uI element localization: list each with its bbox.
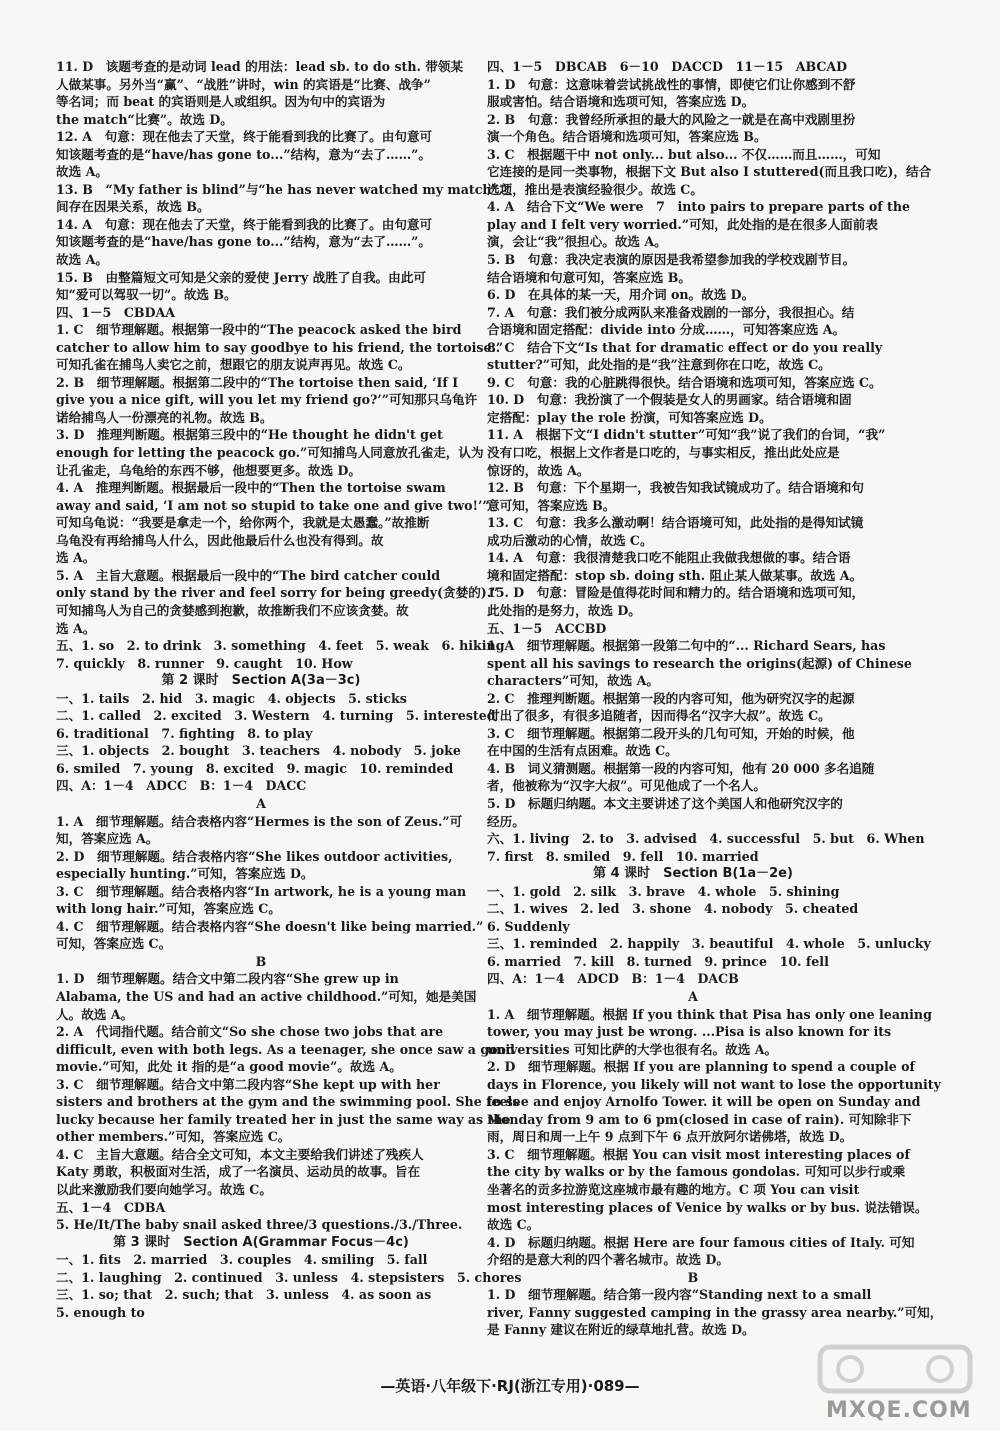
answer-line: stutter?”可知，此处指的是“我”注意到你在口吃，故选 C。	[487, 357, 831, 373]
answer-line: 知，答案应选 A。	[56, 831, 159, 847]
answer-line: 惊讶的，故选 A。	[487, 462, 590, 478]
answer-line: 4. A 推理判断题。根据最后一段中的“Then the tortoise swam	[56, 480, 446, 496]
answer-line: 以此来激励我们要向她学习。故选 C。	[56, 1182, 272, 1197]
answer-line: 合语境和固定搭配：divide into 分成……，可知答案应选 A。	[487, 322, 846, 338]
answer-line: 四、A：1－4 ADCC B：1－4 DACC	[56, 778, 307, 794]
answer-line: 6. traditional 7. fighting 8. to play	[56, 725, 313, 741]
answer-line: 六、1. living 2. to 3. advised 4. successful 5. but 6. When	[487, 831, 925, 847]
section-heading: 第 4 课时 Section B(1a－2e)	[593, 866, 793, 882]
answer-line: 1. A 细节理解题。根据第一段第二句中的“... Richard Sears, has	[487, 638, 886, 654]
answer-line: 7. first 8. smiled 9. fell 10. married	[487, 848, 759, 864]
section-heading: 第 2 课时 Section A(3a－3c)	[161, 673, 361, 689]
answer-line: 2. A 代词指代题。结合前文“So she chose two jobs that are	[56, 1024, 444, 1040]
answer-line: 10. D 句意：我扮演了一个假装是女人的男画家。结合语境和固	[487, 392, 852, 408]
answer-line: difficult, even with both legs. As a teenager, she once saw a good	[56, 1041, 515, 1057]
answer-line: 3. C 细节理解题。根据 You can visit most interesting places of	[487, 1146, 910, 1162]
answer-line: Katy 勇敢，积极面对生活，成了一名演员、运动员的故事。旨在	[56, 1164, 421, 1180]
answer-line: 人做某事。另外当“赢”、“战胜”讲时，win 的宾语是“比赛、战争”	[56, 76, 431, 92]
answer-line: 演一个角色。结合语境和选项可知，答案应选 B。	[487, 129, 767, 145]
answer-line: 五、1. so 2. to drink 3. something 4. feet 5. weak 6. hiking	[56, 638, 505, 654]
answer-line: 2. D 细节理解题。根据 If you are planning to spend a couple of	[487, 1059, 915, 1075]
answer-line: 成功后激动的心情，故选 C。	[487, 532, 653, 548]
answer-line: 2. C 推理判断题。根据第一段的内容可知，他为研究汉字的起源	[487, 690, 855, 706]
answer-line: with long hair.”可知，答案应选 C。	[56, 901, 281, 917]
answer-line: 故选 A。	[56, 252, 108, 268]
answer-line: 3. C 细节理解题。根据第二段开头的几句可知，开始的时候，他	[487, 725, 855, 741]
answer-line: enough for letting the peacock go.”可知捕鸟人同意放孔雀走，认为	[56, 445, 484, 461]
answer-line: sisters and brothers at the gym and the swimming pool. She feels	[56, 1094, 520, 1110]
answer-line: 4. D 标题归纳题。根据 Here are four famous cities of Italy. 可知	[487, 1234, 915, 1250]
answer-line: 4. A 结合下文“We were 7 into pairs to prepare parts of the	[487, 199, 911, 215]
answer-line: 知该题考查的是“have/has gone to...”结构，意为“去了……”。	[56, 146, 432, 162]
answer-line: 8. C 结合下文“Is that for dramatic effect or do you really	[487, 339, 883, 355]
answer-line: 1. D 细节理解题。结合文中第二段内容“She grew up in	[56, 971, 399, 987]
answer-line: 诺给捕鸟人一份漂亮的礼物。故选 B。	[56, 409, 273, 425]
answer-line: 7. quickly 8. runner 9. caught 10. How	[56, 655, 353, 671]
answer-line: 6. married 7. kill 8. turned 9. prince 10. fell	[487, 953, 829, 969]
section-heading: 第 3 课时 Section A(Grammar Focus－4c)	[113, 1234, 409, 1250]
answer-line: 五、1－4 CDBA	[56, 1199, 166, 1215]
answer-line: 选 A。	[56, 550, 96, 566]
answer-line: 三、1. reminded 2. happily 3. beautiful 4. whole 5. unlucky	[487, 936, 931, 952]
answer-line: 3. C 细节理解题。结合表格内容“In artwork, he is a young man	[56, 883, 467, 899]
answer-line: 14. A 句意：我很清楚我口吃不能阻止我做我想做的事。结合语	[487, 550, 851, 566]
answer-line: 雨，周日和周一上午 9 点到下午 6 点开放阿尔诺佛塔，故选 D。	[487, 1129, 853, 1145]
answer-line: lucky because her family treated her in just the same way as the	[56, 1111, 511, 1127]
passage-label: A	[256, 795, 266, 811]
answer-line: 故选 A。	[56, 164, 108, 180]
answer-line: especially hunting.”可知，答案应选 D。	[56, 866, 314, 882]
answer-line: 13. C 句意：我多么激动啊！结合语境可知，此处指的是得知试镜	[487, 515, 864, 531]
answer-line: 三、1. objects 2. bought 3. teachers 4. nobody 5. joke	[56, 743, 461, 759]
answer-line: 可知孔雀在捕鸟人卖它之前，想跟它的朋友说声再见。故选 C。	[56, 357, 411, 373]
answer-line: 四、1－5 DBCAB 6－10 DACCD 11－15 ABCAD	[487, 59, 848, 74]
answer-line: 14. A 句意：现在他去了天堂，终于能看到我的比赛了。由句意可	[56, 216, 433, 232]
passage-label: B	[255, 953, 267, 969]
answer-line: 等名词；而 beat 的宾语则是人或组织。因为句中的宾语为	[56, 94, 386, 110]
answer-line: movie.”可知，此处 it 指的是“a good movie”。故选 A。	[56, 1059, 402, 1075]
answer-line: 者，他被称为“汉字大叔”。可见他成了一个名人。	[487, 778, 766, 794]
answer-line: 服或害怕。结合语境和选项可知，答案应选 D。	[487, 94, 755, 110]
answer-line: 选 A。	[56, 620, 96, 636]
answer-line: 4. C 细节理解题。结合表格内容“She doesn't like being married.”	[56, 918, 484, 934]
answer-line: 境和固定搭配：stop sb. doing sth. 阻止某人做某事。故选 A。	[487, 567, 863, 583]
answer-line: 15. D 句意：冒险是值得花时间和精力的。结合语境和选项可知，	[487, 585, 865, 601]
answer-line: 12. A 句意：现在他去了天堂，终于能看到我的比赛了。由句意可	[56, 129, 433, 145]
answer-line: 11. A 根据下文“I didn't stutter”可知“我”说了我们的台词，“我”	[487, 427, 886, 443]
answer-line: Alabama, the US and had an active childhood.”可知，她是美国	[56, 988, 477, 1004]
answer-line: 1. D 句意：这意味着尝试挑战性的事情，即使它们让你感到不舒	[487, 76, 856, 92]
answer-line: 定搭配：play the role 扮演，可知答案应选 D。	[487, 409, 772, 425]
answer-line: 意可知，答案应选 B。	[487, 497, 616, 513]
answer-line: 12. B 句意：下个星期一，我被告知我试镜成功了。结合语境和句	[487, 480, 864, 496]
answer-line: 9. C 句意：我的心脏跳得很快。结合语境和选项可知，答案应选 C。	[487, 374, 882, 390]
answer-line: 间存在因果关系，故选 B。	[56, 199, 210, 215]
answer-line: 5. B 句意：我决定表演的原因是我希望参加我的学校戏剧节目。	[487, 252, 856, 268]
answer-line: 5. D 标题归纳题。本文主要讲述了这个美国人和他研究汉字的	[487, 795, 843, 811]
answer-line: characters”可知，故选 A。	[487, 673, 659, 689]
answer-line: the city by walks or by the famous gondolas. 可知可以步行或乘	[487, 1164, 906, 1180]
answer-line: 二、1. called 2. excited 3. Western 4. turning 5. interested	[56, 708, 496, 724]
right-column	[487, 58, 943, 1339]
answer-line: spent all his savings to research the origins(起源) of Chinese	[487, 655, 912, 671]
answer-line: tower, you may just be wrong. ...Pisa is also known for its	[487, 1024, 892, 1040]
answer-line: 2. B 细节理解题。根据第二段中的“The tortoise then said, ‘If I	[56, 374, 459, 390]
answer-line: 此处指的是努力，故选 D。	[487, 602, 641, 618]
answer-line: 1. A 细节理解题。根据 If you think that Pisa has only one leaning	[487, 1006, 932, 1022]
answer-line: 3. D 推理判断题。根据第三段中的“He thought he didn't get	[56, 427, 443, 443]
page-footer: —英语·八年级下·RJ(浙江专用)·089—	[380, 1377, 640, 1395]
answer-line: 知“爱可以驾驭一切”。故选 B。	[56, 287, 237, 303]
answer-line: 2. B 句意：我曾经所承担的最大的风险之一就是在高中戏剧里扮	[487, 111, 856, 127]
answer-line: 2. D 细节理解题。结合表格内容“She likes outdoor activities,	[56, 848, 453, 864]
answer-line: 付出了很多，有很多追随者，因而得名“汉字大叔”。故选 C。	[487, 708, 831, 724]
answer-line: 没有口吃，根据上文作者是口吃的，与事实相反，推出此处应是	[487, 445, 840, 461]
answer-line: 可知捕鸟人为自己的贪婪感到抱歉，故推断我们不应该贪婪。故	[56, 602, 409, 618]
answer-line: 一、1. fits 2. married 3. couples 4. smiling 5. fall	[56, 1252, 428, 1268]
answer-line: 一、1. gold 2. silk 3. brave 4. whole 5. shining	[487, 883, 840, 899]
answer-line: 故选 C。	[487, 1217, 540, 1233]
answer-line: 是 Fanny 建议在附近的绿草地扎营。故选 D。	[487, 1322, 755, 1338]
answer-line: 结合语境和句意可知，答案应选 B。	[487, 269, 691, 285]
answer-line: 3. C 细节理解题。结合文中第二段内容“She kept up with her	[56, 1076, 440, 1092]
answer-line: 演，会让“我”很担心。故选 A。	[487, 234, 667, 250]
answer-line: give you a nice gift, will you let my friend go?’”可知那只乌龟许	[56, 392, 478, 408]
answer-line: 乌龟没有再给捕鸟人什么，因此他最后什么也没有得到。故	[56, 532, 384, 548]
answer-line: 3. C 根据题干中 not only... but also... 不仅……而且……，可知	[487, 146, 881, 162]
passage-label: A	[688, 988, 698, 1004]
answer-line: 它连接的是同一类事物，根据下文 But also I stuttered(而且我口吃)，结合	[487, 164, 932, 180]
answer-line: 选项，推出是表演经验很少。故选 C。	[487, 181, 703, 197]
answer-line: 二、1. laughing 2. continued 3. unless 4. stepsisters 5. chores	[56, 1269, 522, 1285]
answer-line: the match“比赛”。故选 D。	[56, 111, 233, 127]
answer-line: 7. A 句意：我们被分成两队来准备戏剧的一部分，我很担心。结	[487, 304, 855, 320]
answer-line: 三、1. so; that 2. such; that 3. unless 4. as soon as	[56, 1287, 432, 1303]
answer-line: 知该题考查的是“have/has gone to...”结构，意为“去了……”。	[56, 234, 432, 250]
answer-line: 可知，答案应选 C。	[56, 936, 172, 952]
answer-line: 15. B 由整篇短文可知是父亲的爱使 Jerry 战胜了自我。由此可	[56, 269, 426, 285]
answer-line: 五、1－5 ACCBD	[487, 620, 607, 636]
answer-line: to see and enjoy Arnolfo Tower. it will be open on Sunday and	[487, 1094, 921, 1110]
answer-line: river, Fanny suggested camping in the grassy area nearby.”可知，	[487, 1304, 943, 1320]
answer-line: 6. D 在具体的某一天，用介词 on。故选 D。	[487, 287, 755, 303]
answer-line: 可知乌龟说：“我要是拿走一个，给你两个，我就是太愚蠢。”故推断	[56, 515, 430, 531]
answer-line: 介绍的是意大利的四个著名城市。故选 D。	[487, 1252, 729, 1268]
answer-line: 4. B 词义猜测题。根据第一段的内容可知，他有 20 000 多名追随	[487, 760, 875, 776]
answer-line: away and said, ‘I am not so stupid to take one and give two!’”	[56, 497, 490, 513]
answer-line: 11. D 该题考查的是动词 lead 的用法：lead sb. to do sth. 带领某	[56, 59, 464, 74]
answer-line: 四、1－5 CBDAA	[56, 304, 176, 320]
watermark-text: MXQE.COM	[826, 1398, 972, 1423]
answer-line: 1. C 细节理解题。根据第一段中的“The peacock asked the bird	[56, 322, 462, 338]
answer-line: 5. He/It/The baby snail asked three/3 questions./3./Three.	[56, 1217, 463, 1233]
answer-line: only stand by the river and feel sorry for being greedy(贪婪的).”	[56, 585, 499, 601]
answer-line: other members.”可知，答案应选 C。	[56, 1129, 291, 1145]
answer-line: 坐著名的贡多拉游览这座城市最有趣的地方。C 项 You can visit	[487, 1182, 860, 1197]
answer-line: catcher to allow him to say goodbye to his friend, the tortoise.”	[56, 339, 504, 355]
answer-line: 5. enough to	[56, 1304, 145, 1320]
answer-line: 让孔雀走，乌龟给的东西不够，他想要更多。故选 D。	[56, 462, 361, 478]
answer-line: 5. A 主旨大意题。根据最后一段中的“The bird catcher could	[56, 567, 441, 583]
passage-label: B	[687, 1269, 699, 1285]
answer-line: 经历。	[487, 813, 525, 829]
answer-line: Monday from 9 am to 6 pm(closed in case of rain). 可知除非下	[487, 1111, 912, 1127]
answer-line: 6. Suddenly	[487, 918, 570, 934]
answer-line: 6. smiled 7. young 8. excited 9. magic 10. reminded	[56, 760, 454, 776]
answer-line: 1. A 细节理解题。结合表格内容“Hermes is the son of Zeus.”可	[56, 813, 463, 829]
answer-line: universities 可知比萨的大学也很有名。故选 A。	[487, 1041, 778, 1057]
answer-line: 四、A：1－4 ADCD B：1－4 DACB	[487, 971, 739, 987]
answer-line: 在中国的生活有点困难。故选 C。	[487, 743, 678, 759]
answer-line: 4. C 主旨大意题。结合全文可知，本文主要给我们讲述了残疾人	[56, 1146, 424, 1162]
answer-line: days in Florence, you likely will not want to lose the opportunity	[487, 1076, 941, 1092]
answer-line: 一、1. tails 2. hid 3. magic 4. objects 5. sticks	[56, 690, 407, 706]
answer-line: 1. D 细节理解题。结合第一段内容“Standing next to a small	[487, 1287, 872, 1303]
answer-line: 人。故选 A。	[56, 1006, 134, 1022]
answer-line: 13. B “My father is blind”与“he has never watched my match”之	[56, 181, 512, 197]
answer-line: play and I felt very worried.”可知，此处指的是在很多人面前表	[487, 216, 878, 232]
answer-line: most interesting places of Venice by walks or by bus. 说法错误。	[487, 1199, 928, 1215]
answer-line: 二、1. wives 2. led 3. shone 4. nobody 5. cheated	[487, 901, 859, 917]
